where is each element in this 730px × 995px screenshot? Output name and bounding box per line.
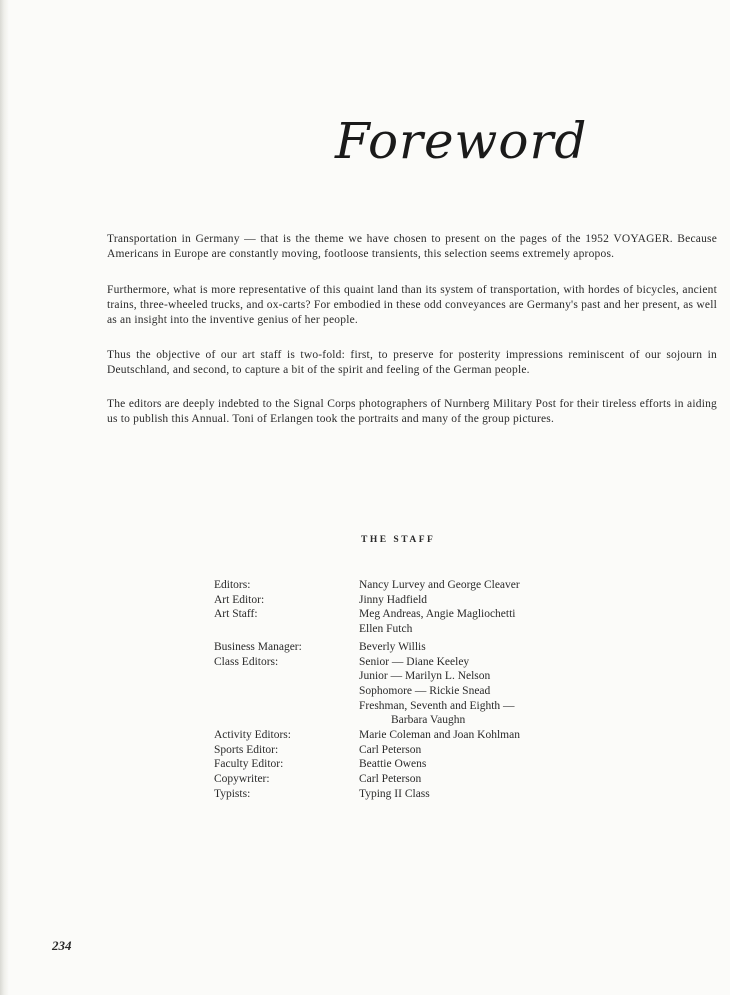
staff-role: Copywriter: bbox=[214, 773, 270, 786]
staff-role: Class Editors: bbox=[214, 655, 279, 668]
staff-names: Carl Peterson bbox=[359, 743, 422, 756]
staff-names: Junior — Marilyn L. Nelson bbox=[359, 670, 491, 683]
page-number: 234 bbox=[52, 938, 72, 953]
staff-names: Meg Andreas, Angie Magliochetti bbox=[359, 608, 516, 621]
staff-row-class-sophomore bbox=[214, 684, 594, 699]
staff-names: Ellen Futch bbox=[359, 623, 413, 636]
staff-names: Senior — Diane Keeley bbox=[359, 655, 470, 668]
staff-role: Business Manager: bbox=[214, 640, 302, 653]
staff-role: Sports Editor: bbox=[214, 743, 279, 756]
staff-list bbox=[214, 578, 594, 802]
foreword-paragraph-4: The editors are deeply indebted to the Signal Corps photographers of Nurnberg Military Post for their tireless efforts in aiding us to publish this Annual. Toni of Erlangen took the portraits and many of the group pictures. bbox=[107, 398, 717, 425]
staff-row-class-editors bbox=[214, 655, 594, 670]
staff-names: Sophomore — Rickie Snead bbox=[359, 684, 491, 697]
staff-names: Nancy Lurvey and George Cleaver bbox=[359, 579, 520, 591]
staff-row-class-freshman-name bbox=[214, 713, 594, 728]
staff-row-editors bbox=[214, 578, 594, 593]
staff-row-activity-editors bbox=[214, 728, 594, 743]
staff-row-typists bbox=[214, 787, 594, 802]
staff-row-faculty-editor bbox=[214, 757, 594, 772]
foreword-paragraph-2: Furthermore, what is more representative of this quaint land than its system of transportation, with hordes of bicycles, ancient trains, three-wheeled trucks, and ox-carts? For embodied in these odd conveyances are Germany's past and her present, as well as an insight into the inventive genius of her people. bbox=[107, 284, 717, 326]
staff-row-art-staff bbox=[214, 607, 594, 622]
foreword-paragraph-1: Transportation in Germany — that is the theme we have chosen to present on the pages of the 1952 VOYAGER. Because Americans in Europe are constantly moving, footloose transients, this selection seems extremely apropos. bbox=[107, 233, 717, 260]
staff-names: Freshman, Seventh and Eighth — bbox=[359, 699, 515, 712]
page-binding-edge bbox=[0, 0, 9, 995]
staff-role: Editors: bbox=[214, 579, 251, 591]
staff-role: Art Editor: bbox=[214, 593, 265, 606]
staff-names: Beverly Willis bbox=[359, 640, 426, 653]
page-title: Foreword bbox=[335, 112, 588, 170]
staff-names: Jinny Hadfield bbox=[359, 593, 428, 606]
staff-role: Art Staff: bbox=[214, 608, 258, 621]
staff-row-class-freshman bbox=[214, 699, 594, 714]
staff-names: Beattie Owens bbox=[359, 758, 427, 771]
foreword-paragraph-3: Thus the objective of our art staff is two-fold: first, to preserve for posterity impressions reminiscent of our sojourn in Deutschland, and second, to capture a bit of the spirit and feeling of the German people. bbox=[107, 349, 717, 376]
staff-row-art-staff-cont bbox=[214, 622, 594, 637]
staff-heading: THE STAFF bbox=[361, 535, 436, 545]
staff-names: Typing II Class bbox=[359, 787, 430, 800]
staff-names: Carl Peterson bbox=[359, 773, 422, 786]
staff-row-class-junior bbox=[214, 669, 594, 684]
staff-row-business-manager bbox=[214, 640, 594, 655]
staff-names: Barbara Vaughn bbox=[391, 714, 466, 727]
staff-row-art-editor bbox=[214, 593, 594, 608]
staff-role: Typists: bbox=[214, 787, 251, 800]
staff-row-copywriter bbox=[214, 772, 594, 787]
staff-names: Marie Coleman and Joan Kohlman bbox=[359, 729, 520, 742]
staff-role: Activity Editors: bbox=[214, 729, 291, 742]
staff-role: Faculty Editor: bbox=[214, 758, 284, 771]
staff-row-sports-editor bbox=[214, 743, 594, 758]
